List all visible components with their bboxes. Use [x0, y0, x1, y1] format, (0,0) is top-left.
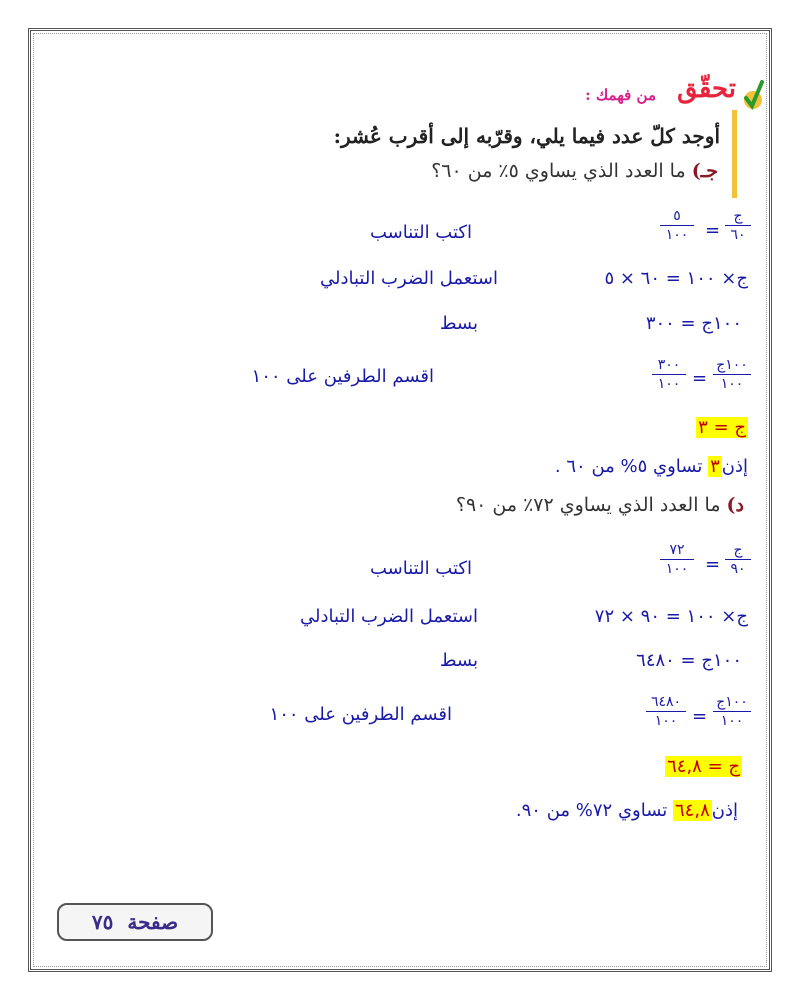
c-step4-rhs-den: ١٠٠	[657, 376, 681, 392]
c-step2-expr: ج× ١٠٠ = ٦٠ × ٥	[604, 268, 748, 289]
instruction-text: أوجد كلّ عدد فيما يلي، وقرّبه إلى أقرب عُشر:	[333, 124, 720, 148]
d-step1-lhs-num: ج	[733, 542, 743, 558]
equals-sign: =	[705, 220, 721, 241]
c-step1-lhs-den: ٦٠	[730, 227, 746, 243]
c-step1-rhs-fraction	[660, 208, 694, 243]
d-conclusion-value: ٦٤,٨	[675, 800, 710, 821]
d-step4-rhs-den: ١٠٠	[654, 713, 678, 729]
d-step1-label: اكتب التناسب	[370, 558, 472, 579]
page-label: صفحة	[127, 910, 179, 934]
d-step2-label: استعمل الضرب التبادلي	[300, 606, 478, 627]
d-step4-rhs-fraction	[646, 694, 686, 729]
d-step1-rhs-num: ٧٢	[669, 542, 685, 558]
c-step4-rhs-num: ٣٠٠	[657, 357, 681, 373]
d-step2-expr: ج× ١٠٠ = ٩٠ × ٧٢	[594, 606, 748, 627]
fraction-bar	[713, 711, 751, 712]
fraction-bar	[725, 225, 751, 226]
d-step4-lhs-num: ١٠٠ج	[716, 694, 748, 710]
c-step1-lhs-num: ج	[733, 208, 743, 224]
c-conclusion-suffix: تساوي ٥% من ٦٠ .	[554, 456, 703, 477]
fraction-bar	[725, 559, 751, 560]
c-result	[696, 417, 748, 438]
c-result-highlight: ج = ٣	[698, 417, 746, 438]
d-step3-label: بسط	[439, 650, 478, 671]
d-step4-rhs-num: ٦٤٨٠	[650, 694, 682, 710]
c-step4-rhs-fraction	[652, 357, 686, 392]
d-step4-lhs-den: ١٠٠	[720, 713, 744, 729]
c-step1-label: اكتب التناسب	[370, 222, 472, 243]
c-step1-rhs-num: ٥	[673, 208, 681, 224]
c-step4-lhs-den: ١٠٠	[720, 376, 744, 392]
section-title: تحقّق	[677, 74, 736, 104]
d-step4-lhs-fraction	[713, 694, 751, 729]
fraction-bar	[652, 374, 686, 375]
equals-sign: =	[692, 706, 708, 727]
question-c-text: ما العدد الذي يساوي ٥٪ من ٦٠؟	[431, 160, 686, 182]
page-number-box	[57, 903, 213, 941]
d-step1-rhs-den: ١٠٠	[665, 561, 689, 577]
accent-bar	[732, 110, 737, 198]
d-step4-label: اقسم الطرفين على ١٠٠	[269, 704, 452, 725]
d-step1-lhs-den: ٩٠	[730, 561, 746, 577]
c-step2-label: استعمل الضرب التبادلي	[320, 268, 498, 289]
fraction-bar	[646, 711, 686, 712]
c-conclusion-prefix: إذن	[721, 456, 748, 477]
question-d-text: ما العدد الذي يساوي ٧٢٪ من ٩٠؟	[455, 494, 721, 516]
c-step4-lhs-num: ١٠٠ج	[716, 357, 748, 373]
c-step1-lhs-fraction	[725, 208, 751, 243]
d-conclusion	[516, 800, 738, 821]
c-step4-lhs-fraction	[713, 357, 751, 392]
question-c	[431, 160, 718, 182]
d-step1-lhs-fraction	[725, 542, 751, 577]
fraction-bar	[713, 374, 751, 375]
fraction-bar	[660, 559, 694, 560]
page-number: ٧٥	[91, 910, 114, 934]
d-conclusion-suffix: تساوي ٧٢% من ٩٠.	[515, 800, 668, 821]
c-step3-label: بسط	[439, 313, 478, 334]
c-conclusion	[555, 456, 748, 477]
c-step4-label: اقسم الطرفين على ١٠٠	[251, 366, 434, 387]
c-step1-rhs-den: ١٠٠	[665, 227, 689, 243]
checkmark-icon	[742, 78, 764, 112]
equals-sign: =	[705, 554, 721, 575]
d-result	[665, 756, 742, 777]
d-step1-rhs-fraction	[660, 542, 694, 577]
d-conclusion-prefix: إذن	[711, 800, 738, 821]
question-d-letter: د)	[726, 494, 744, 516]
section-subtitle: من فهمك :	[585, 86, 656, 104]
c-step3-expr: ١٠٠ج = ٣٠٠	[645, 313, 742, 334]
d-step3-expr: ١٠٠ج = ٦٤٨٠	[636, 650, 742, 671]
equals-sign: =	[692, 368, 708, 389]
d-result-highlight: ج = ٦٤,٨	[667, 756, 740, 777]
question-c-letter: جـ)	[691, 160, 718, 182]
fraction-bar	[660, 225, 694, 226]
c-conclusion-value: ٣	[710, 456, 720, 477]
question-d	[456, 494, 744, 516]
